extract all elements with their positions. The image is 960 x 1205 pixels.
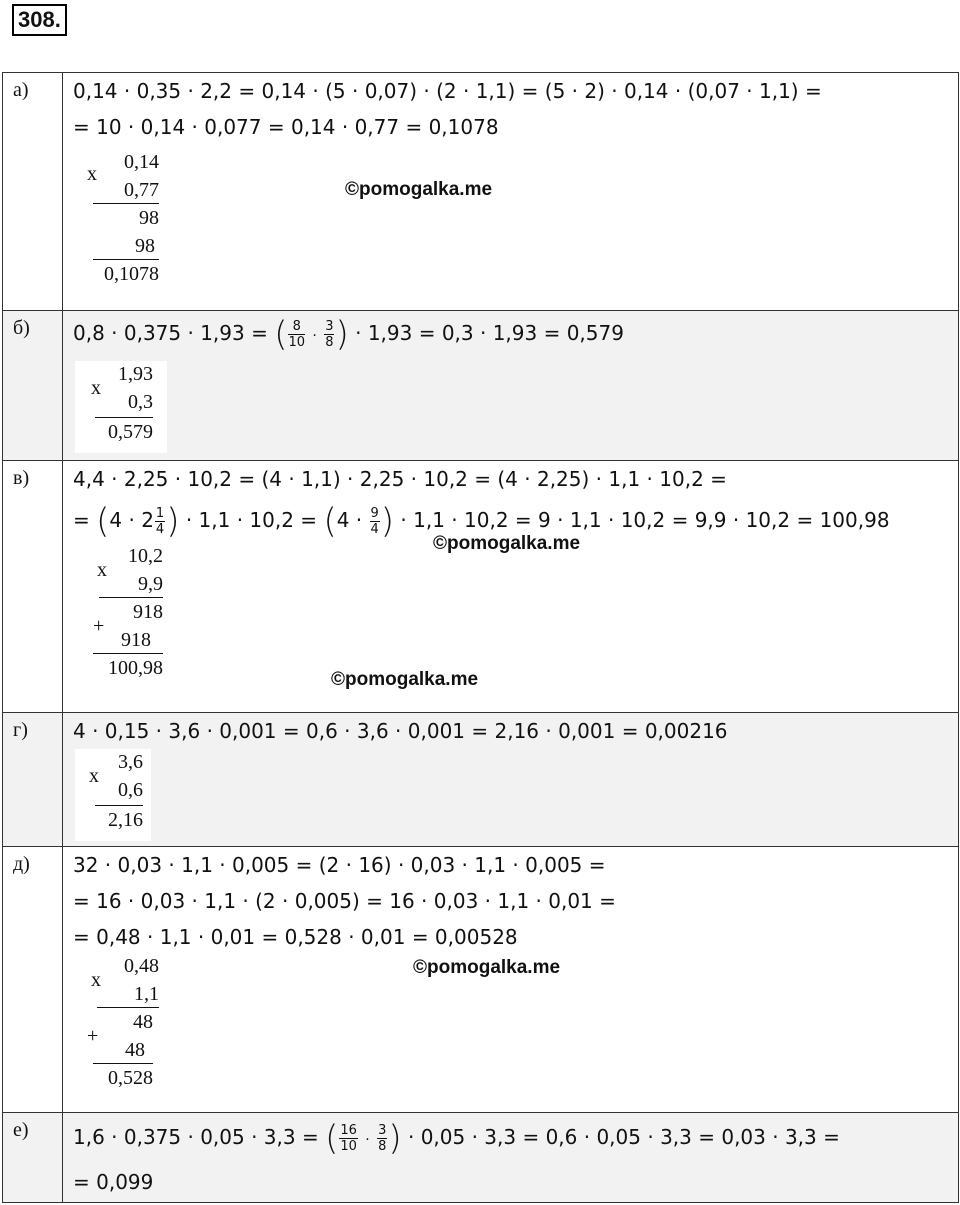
calc-row: 48: [125, 1039, 145, 1061]
row-label: в): [3, 461, 63, 713]
fraction: $\frac{8}{10}$: [288, 319, 306, 350]
equation-text: 0,8 · 0,375 · 1,93 =: [73, 321, 268, 345]
calc-row: 98: [135, 235, 155, 257]
multiply-sign: x: [91, 969, 101, 991]
calc-row: 1,93: [118, 363, 153, 385]
calc-row: 0,14: [124, 151, 159, 173]
row-e: [3, 1113, 959, 1203]
column-multiplication: [87, 955, 159, 1095]
row-label: е): [3, 1113, 63, 1203]
row-label: б): [3, 311, 63, 461]
problem-number: 308.: [12, 4, 67, 36]
calc-row: 2,16: [108, 809, 143, 831]
row-label: г): [3, 713, 63, 847]
equation-line: 1,6 · 0,375 · 0,05 · 3,3 = ( $\frac{16}{10}$ · $\frac{3}{8}$ ) · 0,05 · 3,3 = 0,6 · 0,05 · 3,3 = 0,03 · 3,3 =: [73, 1118, 840, 1159]
calc-row: 0,48: [124, 955, 159, 977]
plus-sign: +: [93, 615, 105, 637]
equation-line: = 0,099: [73, 1170, 154, 1194]
watermark: ©pomogalka.me: [433, 533, 581, 554]
fraction: $\frac{3}{8}$: [325, 319, 334, 350]
fraction: $\frac{16}{10}$: [340, 1123, 357, 1154]
equation-line: = (4 · 2 $\frac{1}{4}$ ) · 1,1 · 10,2 = (4 · $\frac{9}{4}$ ) · 1,1 · 10,2 = 9 · 1,1 · 10,2 = 9,9 · 10,2 = 100,98: [73, 501, 890, 542]
equation-line: 32 · 0,03 · 1,1 · 0,005 = (2 · 16) · 0,03 · 1,1 · 0,005 =: [73, 853, 606, 877]
equation-line: 4,4 · 2,25 · 10,2 = (4 · 1,1) · 2,25 · 10,2 = (4 · 2,25) · 1,1 · 10,2 =: [73, 467, 727, 491]
plus-sign: +: [87, 1025, 99, 1047]
row-b: [3, 311, 959, 461]
row-label: а): [3, 73, 63, 311]
solution-table: [2, 72, 959, 1203]
column-multiplication: [87, 751, 143, 837]
column-multiplication: [89, 363, 153, 449]
calc-row: 0,3: [128, 391, 153, 413]
row-v: [3, 461, 959, 713]
equation-text: · 1,93 = 0,3 · 1,93 = 0,579: [355, 321, 624, 345]
row-d: [3, 847, 959, 1113]
calc-row: 3,6: [118, 751, 143, 773]
fraction: $\frac{1}{4}$: [155, 506, 165, 537]
watermark: ©pomogalka.me: [413, 957, 561, 978]
calc-row: 0,6: [118, 779, 143, 801]
calc-row: 9,9: [138, 573, 163, 595]
row-a: [3, 73, 959, 311]
equation-line: = 10 · 0,14 · 0,077 = 0,14 · 0,77 = 0,1078: [73, 115, 499, 139]
fraction: $\frac{9}{4}$: [370, 506, 379, 537]
calc-row: 918: [133, 601, 163, 623]
equation-line: = 0,48 · 1,1 · 0,01 = 0,528 · 0,01 = 0,00528: [73, 925, 518, 949]
calc-row: 0,579: [108, 421, 153, 443]
calc-row: 48: [133, 1011, 153, 1033]
row-label: д): [3, 847, 63, 1113]
watermark: ©pomogalka.me: [331, 669, 479, 690]
calc-row: 1,1: [134, 983, 159, 1005]
calc-row: 0,528: [108, 1067, 153, 1089]
multiply-sign: x: [91, 377, 101, 399]
equation-line: 0,14 · 0,35 · 2,2 = 0,14 · (5 · 0,07) · (2 · 1,1) = (5 · 2) · 0,14 · (0,07 · 1,1) =: [73, 79, 822, 103]
calc-row: 918: [121, 629, 151, 651]
watermark: ©pomogalka.me: [345, 179, 493, 200]
column-multiplication: [93, 545, 163, 685]
calc-row: 10,2: [128, 545, 163, 567]
column-multiplication: [85, 151, 159, 291]
equation-line: 4 · 0,15 · 3,6 · 0,001 = 0,6 · 3,6 · 0,001 = 2,16 · 0,001 = 0,00216: [73, 719, 728, 743]
calc-row: 0,77: [124, 179, 159, 201]
calc-row: 0,1078: [104, 263, 159, 285]
equation-line: = 16 · 0,03 · 1,1 · (2 · 0,005) = 16 · 0,03 · 1,1 · 0,01 =: [73, 889, 616, 913]
multiply-sign: x: [87, 163, 97, 185]
multiply-sign: x: [97, 559, 107, 581]
multiply-sign: x: [89, 765, 99, 787]
row-g: [3, 713, 959, 847]
equation-line: 0,8 · 0,375 · 1,93 = ( $\frac{8}{10}$ · $\frac{3}{8}$ ) · 1,93 = 0,3 · 1,93 = 0,579: [73, 314, 624, 355]
fraction: $\frac{3}{8}$: [378, 1123, 387, 1154]
calc-row: 98: [139, 207, 159, 229]
calc-row: 100,98: [108, 657, 163, 679]
